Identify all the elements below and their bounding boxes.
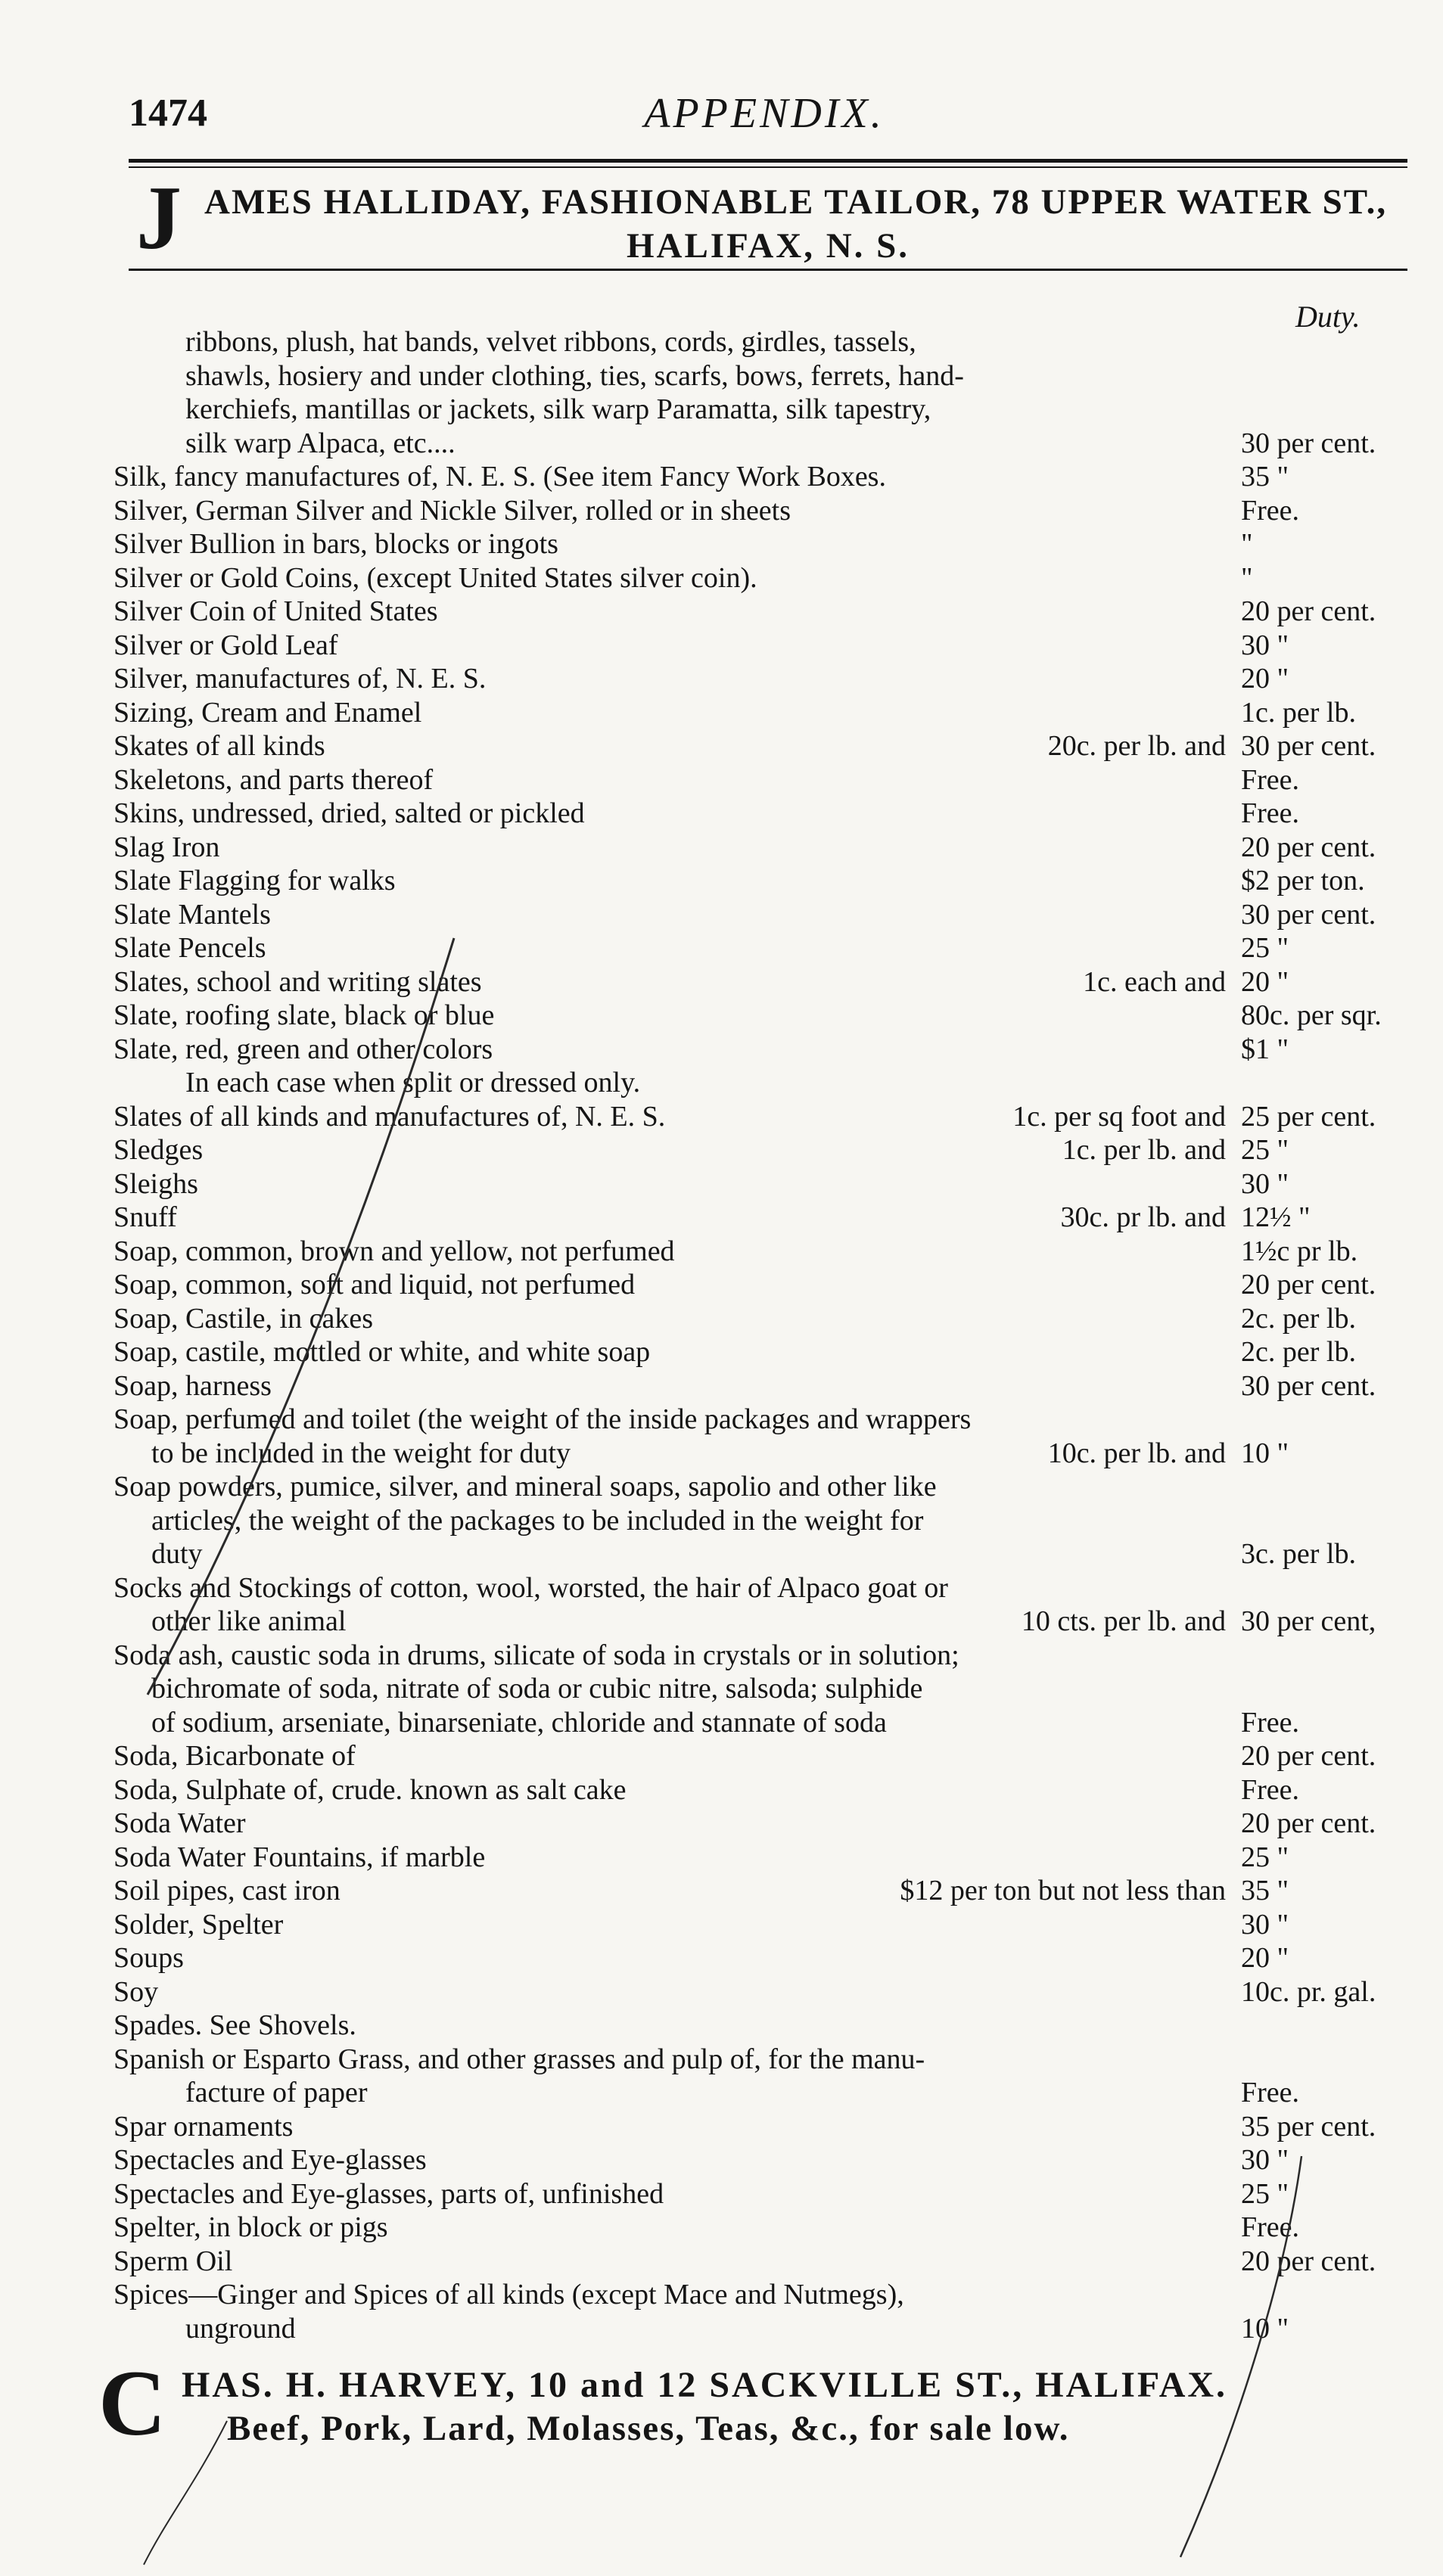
entry-note (114, 1066, 1415, 1100)
tariff-entry (114, 1739, 1415, 1773)
entry-duty: 20 " (1241, 663, 1289, 694)
entry-duty: 25 per cent. (1241, 1100, 1376, 1133)
entry-specific-rate: 20c. per lb. and (1047, 730, 1226, 762)
entry-line (114, 1706, 1415, 1740)
entry-duty: 20 " (1241, 965, 1289, 998)
entry-text: Soups (114, 1942, 184, 1974)
entry-specific-rate: 10 cts. per lb. and (1021, 1605, 1226, 1637)
entry-duty: 80c. per sqr. (1241, 999, 1382, 1031)
entry-text: Silver or Gold Leaf (114, 629, 338, 661)
entry-line (114, 427, 1415, 461)
entry-text: Spectacles and Eye-glasses (114, 2144, 427, 2176)
tariff-entry (114, 1807, 1415, 1841)
entry-line (114, 1369, 1415, 1403)
entry-duty: 30 " (1241, 2144, 1289, 2176)
entry-text: Slate Mantels (114, 898, 271, 931)
tariff-entry-list (114, 325, 1415, 2345)
tariff-entry (114, 460, 1415, 494)
entry-line (114, 2278, 1415, 2312)
entry-line (114, 2177, 1415, 2211)
entry-text: Soda ash, caustic soda in drums, silicate of soda in crystals or in solution; (114, 1639, 959, 1671)
tariff-entry (114, 898, 1415, 932)
entry-text: Soda Water (114, 1807, 246, 1839)
entry-duty: 3c. per lb. (1241, 1538, 1356, 1570)
entry-line (114, 595, 1415, 629)
entry-text: Spades. See Shovels. (114, 2009, 356, 2041)
entry-line (114, 2312, 1415, 2346)
entry-duty: 10 " (1241, 1437, 1289, 1469)
entry-text: Soda, Sulphate of, crude. known as salt cake (114, 1773, 627, 1806)
entry-text: ribbons, plush, hat bands, velvet ribbons, cords, girdles, tassels, (185, 326, 916, 358)
tariff-entry (114, 2278, 1415, 2345)
tariff-entry (114, 2245, 1415, 2279)
entry-line (114, 494, 1415, 528)
entry-duty: 20 per cent. (1241, 1807, 1376, 1839)
entry-duty: $1 " (1241, 1033, 1289, 1065)
tariff-entry (114, 797, 1415, 831)
entry-text: Silver Coin of United States (114, 595, 438, 627)
entry-text: Spar ornaments (114, 2110, 294, 2143)
entry-line (114, 325, 1415, 359)
entry-line (114, 1672, 1415, 1706)
entry-line (114, 1335, 1415, 1369)
entry-line (114, 1739, 1415, 1773)
entry-line (114, 2110, 1415, 2144)
ad-rule (129, 269, 1407, 271)
tariff-entry (114, 1773, 1415, 1807)
entry-line (114, 831, 1415, 865)
entry-duty: Free. (1241, 2077, 1300, 2108)
entry-specific-rate: 1c. per sq foot and (1012, 1100, 1226, 1133)
ad-top-initial: J (136, 167, 182, 268)
entry-note-text: In each case when split or dressed only. (185, 1067, 641, 1098)
tariff-entry (114, 1268, 1415, 1302)
entry-line (114, 1639, 1415, 1673)
entry-text: Slate, red, green and other colors (114, 1033, 493, 1065)
entry-line (114, 2043, 1415, 2077)
entry-duty: Free. (1241, 2211, 1300, 2243)
entry-duty: 20 per cent. (1241, 1740, 1376, 1772)
entry-line (114, 561, 1415, 595)
entry-text: Sizing, Cream and Enamel (114, 696, 422, 729)
entry-specific-rate: $12 per ton but not less than (900, 1875, 1226, 1906)
entry-line (114, 965, 1415, 999)
entry-line (114, 1437, 1415, 1471)
entry-text: other like animal (151, 1605, 347, 1637)
entry-line (114, 898, 1415, 932)
tariff-entry (114, 999, 1415, 1033)
entry-duty: 35 " (1241, 1875, 1289, 1906)
tariff-entry (114, 1841, 1415, 1875)
entry-duty: $2 per ton. (1241, 865, 1365, 896)
entry-text: Sledges (114, 1134, 204, 1166)
entry-text: Soy (114, 1975, 159, 2008)
entry-duty: Free. (1241, 797, 1300, 829)
entry-duty: 20 " (1241, 1942, 1289, 1974)
ad-bottom-line-1: HAS. H. HARVEY, 10 and 12 SACKVILLE ST., HALIFAX. (182, 2365, 1228, 2405)
entry-text: Socks and Stockings of cotton, wool, worsted, the hair of Alpaco goat or (114, 1571, 948, 1604)
entry-text: Silver, manufactures of, N. E. S. (114, 663, 487, 694)
entry-duty: 30 per cent. (1241, 730, 1376, 762)
tariff-entry (114, 1033, 1415, 1067)
entry-line (114, 864, 1415, 898)
ad-bottom-line-2: Beef, Pork, Lard, Molasses, Teas, &c., for sale low. (227, 2409, 1070, 2448)
ad-top-line-2: HALIFAX, N. S. (626, 226, 910, 266)
tariff-entry (114, 1639, 1415, 1740)
entry-line (114, 460, 1415, 494)
entry-line (114, 1100, 1415, 1134)
entry-line (114, 1773, 1415, 1807)
entry-duty: 35 per cent. (1241, 2110, 1376, 2143)
tariff-entry (114, 1403, 1415, 1470)
tariff-entry (114, 1975, 1415, 2009)
entry-text: Slate Pencels (114, 932, 266, 964)
tariff-entry (114, 1941, 1415, 1975)
tariff-entry (114, 1335, 1415, 1369)
entry-text: Silver, German Silver and Nickle Silver, rolled or in sheets (114, 494, 791, 527)
entry-text: to be included in the weight for duty (151, 1437, 571, 1469)
entry-duty: 30 per cent, (1241, 1605, 1376, 1637)
tariff-entry (114, 2043, 1415, 2110)
entry-line (114, 1268, 1415, 1302)
entry-text: Skeletons, and parts thereof (114, 763, 434, 796)
top-rule-thick (129, 159, 1407, 163)
entry-text: Spices—Ginger and Spices of all kinds (except Mace and Nutmegs), (114, 2279, 904, 2310)
tariff-entry (114, 831, 1415, 865)
entry-line (114, 931, 1415, 965)
entry-duty: 1½c pr lb. (1241, 1235, 1358, 1267)
entry-duty: 25 " (1241, 932, 1289, 964)
entry-text: Soap, perfumed and toilet (the weight of the inside packages and wrappers (114, 1403, 972, 1435)
entry-duty: 30 per cent. (1241, 427, 1376, 459)
entry-text: Soap powders, pumice, silver, and mineral soaps, sapolio and other like (114, 1471, 937, 1502)
tariff-entry (114, 1908, 1415, 1942)
entry-line (114, 729, 1415, 763)
tariff-entry (114, 864, 1415, 898)
duty-column-heading: Duty. (1295, 300, 1361, 334)
tariff-entry (114, 763, 1415, 797)
tariff-entry (114, 1235, 1415, 1269)
entry-specific-rate: 10c. per lb. and (1047, 1437, 1226, 1469)
entry-duty: 30 " (1241, 1167, 1289, 1200)
entry-line (114, 1302, 1415, 1336)
entry-line (114, 1504, 1415, 1538)
tariff-entry (114, 595, 1415, 629)
entry-duty: Free. (1241, 1706, 1300, 1739)
entry-text: Spanish or Esparto Grass, and other grasses and pulp of, for the manu- (114, 2043, 925, 2075)
tariff-entry (114, 965, 1415, 999)
entry-text: Slates of all kinds and manufactures of, N. E. S. (114, 1100, 666, 1133)
tariff-entry (114, 662, 1415, 696)
entry-text: kerchiefs, mantillas or jackets, silk warp Paramatta, silk tapestry, (185, 393, 931, 425)
entry-text: Soap, common, soft and liquid, not perfumed (114, 1269, 636, 1300)
entry-text: Slates, school and writing slates (114, 965, 482, 998)
tariff-entry (114, 1133, 1415, 1167)
tariff-entry (114, 1302, 1415, 1336)
entry-line (114, 1975, 1415, 2009)
entry-line (114, 1571, 1415, 1605)
entry-text: silk warp Alpaca, etc.... (185, 427, 456, 459)
entry-duty: 2c. per lb. (1241, 1302, 1356, 1335)
entry-text: Spelter, in block or pigs (114, 2211, 388, 2243)
advertisement-top (129, 165, 1407, 268)
entry-duty: Free. (1241, 1773, 1300, 1806)
entry-line (114, 359, 1415, 393)
tariff-entry (114, 931, 1415, 965)
entry-text: unground (185, 2312, 296, 2345)
entry-line (114, 696, 1415, 730)
ad-bottom-initial: C (98, 2351, 166, 2455)
entry-line (114, 999, 1415, 1033)
ad-top-line-1: AMES HALLIDAY, FASHIONABLE TAILOR, 78 UPPER WATER ST., (204, 182, 1388, 222)
entry-text: Slate Flagging for walks (114, 865, 396, 896)
entry-duty: 12½ " (1241, 1201, 1311, 1233)
entry-line (114, 2076, 1415, 2110)
tariff-entry (114, 1874, 1415, 1908)
tariff-entry (114, 494, 1415, 528)
entry-duty: 25 " (1241, 2177, 1289, 2210)
entry-line (114, 1908, 1415, 1942)
entry-line (114, 1841, 1415, 1875)
tariff-entry (114, 2177, 1415, 2211)
entry-line (114, 2211, 1415, 2245)
entry-duty: 35 " (1241, 461, 1289, 493)
tariff-entry (114, 2143, 1415, 2177)
entry-text: Silver Bullion in bars, blocks or ingots (114, 528, 558, 560)
entry-duty: 20 per cent. (1241, 2245, 1376, 2277)
entry-line (114, 527, 1415, 561)
entry-duty: 25 " (1241, 1134, 1289, 1166)
tariff-entry (114, 2211, 1415, 2245)
entry-text: Soda, Bicarbonate of (114, 1740, 356, 1772)
entry-text: facture of paper (185, 2077, 368, 2108)
entry-text: Silver or Gold Coins, (except United States silver coin). (114, 561, 757, 594)
entry-text: Silk, fancy manufactures of, N. E. S. (See item Fancy Work Boxes. (114, 461, 886, 493)
tariff-entry (114, 561, 1415, 595)
entry-line (114, 1033, 1415, 1067)
tariff-entry (114, 1470, 1415, 1571)
tariff-entry (114, 325, 1415, 460)
entry-line (114, 2245, 1415, 2279)
entry-specific-rate: 1c. per lb. and (1062, 1134, 1226, 1166)
running-title: APPENDIX. (644, 90, 885, 137)
tariff-entry (114, 729, 1415, 763)
entry-text: Soil pipes, cast iron (114, 1875, 341, 1906)
tariff-entry (114, 1167, 1415, 1201)
entry-duty: Free. (1241, 763, 1300, 796)
entry-duty: Free. (1241, 494, 1300, 527)
entry-text: Snuff (114, 1201, 177, 1233)
entry-duty: 10 " (1241, 2312, 1289, 2345)
entry-text: Soda Water Fountains, if marble (114, 1841, 486, 1873)
entry-text: Skates of all kinds (114, 730, 325, 762)
tariff-entry (114, 1571, 1415, 1639)
tariff-entry (114, 2009, 1415, 2043)
entry-line (114, 1537, 1415, 1571)
entry-duty: 30 " (1241, 629, 1289, 661)
entry-duty: 1c. per lb. (1241, 696, 1356, 729)
entry-line (114, 1201, 1415, 1235)
entry-text: duty (151, 1538, 203, 1570)
entry-duty: 20 per cent. (1241, 831, 1376, 863)
entry-duty: 25 " (1241, 1841, 1289, 1873)
entry-text: of sodium, arseniate, binarseniate, chloride and stannate of soda (151, 1706, 887, 1739)
advertisement-bottom (98, 2351, 1415, 2455)
entry-line (114, 629, 1415, 663)
entry-line (114, 1470, 1415, 1504)
entry-duty: 2c. per lb. (1241, 1336, 1356, 1368)
entry-line (114, 1605, 1415, 1639)
tariff-entry (114, 696, 1415, 730)
entry-text: Soap, harness (114, 1369, 272, 1402)
entry-text: Sperm Oil (114, 2245, 233, 2277)
entry-duty: " (1241, 528, 1253, 560)
page-header (121, 76, 1407, 144)
tariff-entry (114, 1201, 1415, 1235)
entry-text: Spectacles and Eye-glasses, parts of, unfinished (114, 2177, 664, 2210)
page-number: 1474 (129, 92, 207, 135)
entry-duty: 20 per cent. (1241, 1269, 1376, 1300)
entry-line (114, 763, 1415, 797)
entry-duty: 20 per cent. (1241, 595, 1376, 627)
entry-duty: 30 " (1241, 1908, 1289, 1941)
entry-line (114, 1807, 1415, 1841)
entry-text: shawls, hosiery and under clothing, ties, scarfs, bows, ferrets, hand- (185, 359, 964, 392)
entry-text: Sleighs (114, 1167, 198, 1200)
tariff-entry (114, 527, 1415, 561)
entry-line (114, 1167, 1415, 1201)
tariff-entry (114, 2110, 1415, 2144)
tariff-entry (114, 629, 1415, 663)
entry-text: Slate, roofing slate, black or blue (114, 999, 495, 1031)
entry-duty: 30 per cent. (1241, 1369, 1376, 1402)
tariff-entry (114, 1369, 1415, 1403)
entry-line (114, 1133, 1415, 1167)
entry-text: Solder, Spelter (114, 1908, 284, 1941)
entry-line (114, 1403, 1415, 1437)
entry-line (114, 797, 1415, 831)
entry-line (114, 2143, 1415, 2177)
tariff-entry (114, 1100, 1415, 1134)
entry-line (114, 1235, 1415, 1269)
entry-text: Soap, castile, mottled or white, and white soap (114, 1336, 651, 1368)
entry-specific-rate: 30c. pr lb. and (1060, 1201, 1226, 1233)
entry-text: Slag Iron (114, 831, 220, 863)
entry-line (114, 2009, 1415, 2043)
entry-text: Skins, undressed, dried, salted or pickled (114, 797, 585, 829)
entry-line (114, 1874, 1415, 1908)
entry-line (114, 393, 1415, 427)
entry-line (114, 662, 1415, 696)
entry-specific-rate: 1c. each and (1083, 965, 1226, 998)
entry-text: Soap, Castile, in cakes (114, 1302, 373, 1335)
entry-duty: 30 per cent. (1241, 898, 1376, 931)
entry-duty: " (1241, 561, 1253, 594)
entry-duty: 10c. pr. gal. (1241, 1975, 1376, 2008)
entry-text: articles, the weight of the packages to be included in the weight for (151, 1504, 924, 1537)
entry-line (114, 1941, 1415, 1975)
entry-text: bichromate of soda, nitrate of soda or cubic nitre, salsoda; sulphide (151, 1673, 923, 1704)
entry-text: Soap, common, brown and yellow, not perfumed (114, 1235, 675, 1267)
